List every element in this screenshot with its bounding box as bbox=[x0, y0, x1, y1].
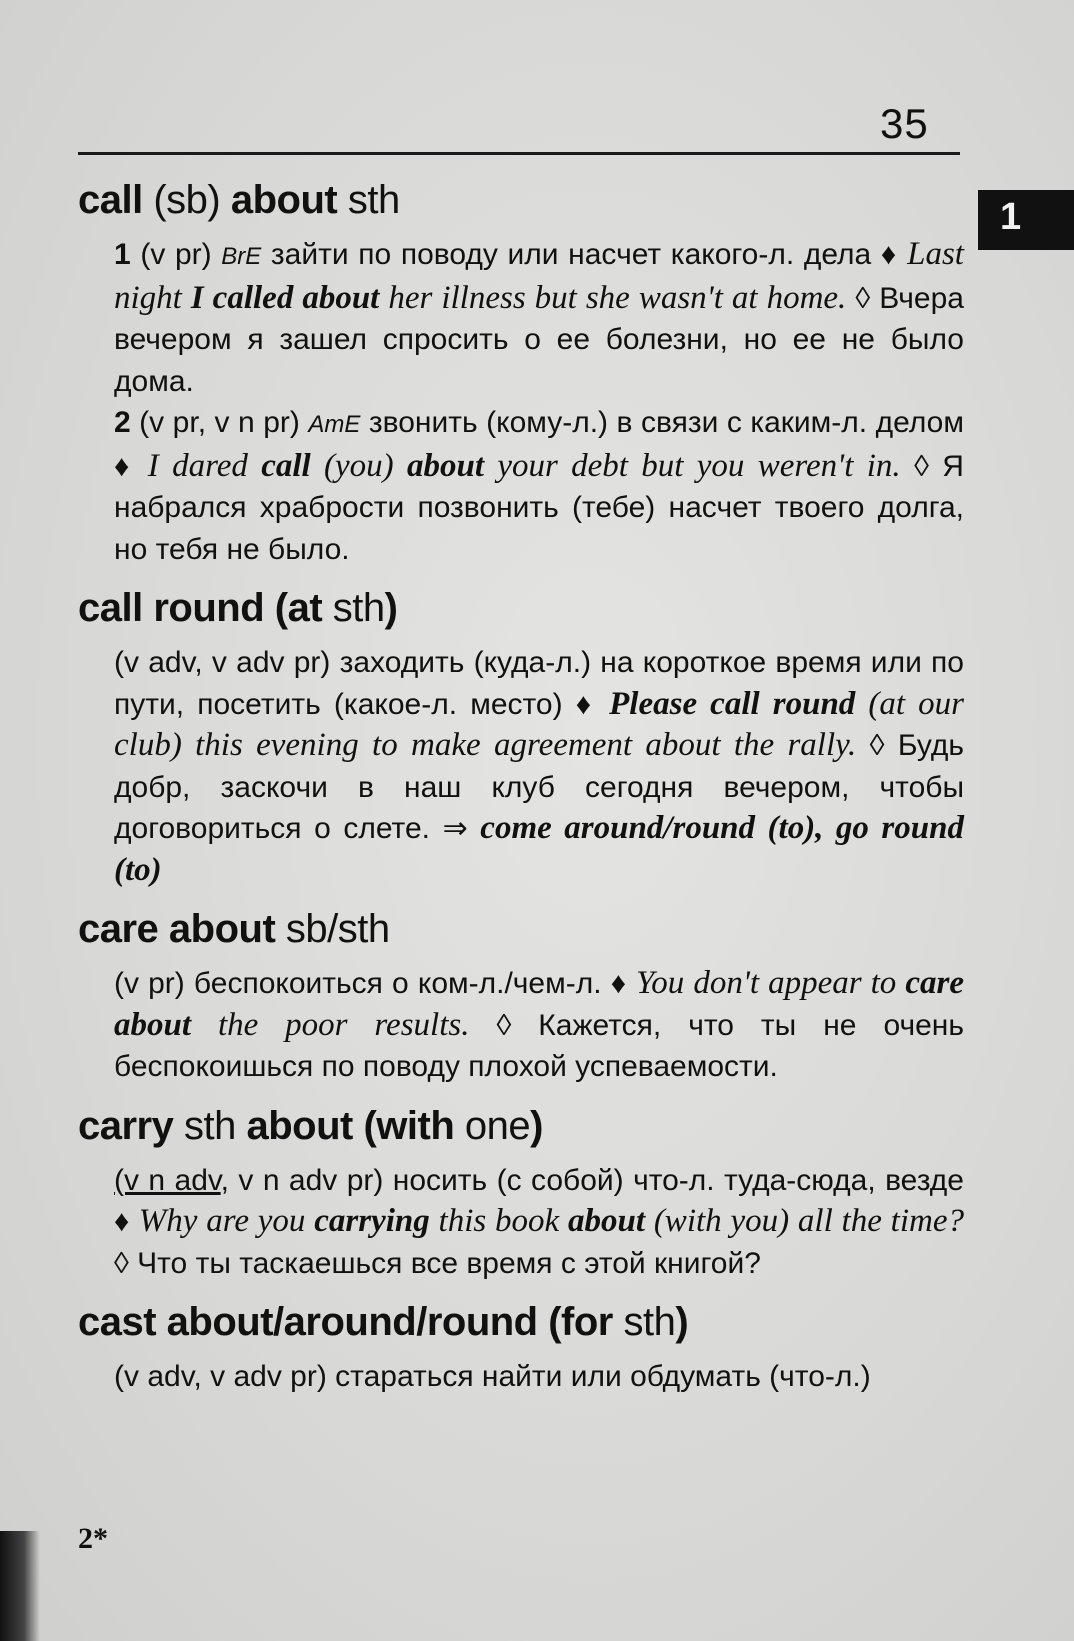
entry-sense bbox=[114, 963, 964, 1088]
headword-segment: sb/sth bbox=[275, 907, 390, 951]
example-text: this book bbox=[429, 1203, 568, 1239]
headword-segment: one bbox=[454, 1103, 531, 1148]
headword-segment: ) bbox=[530, 1103, 543, 1148]
example-text bbox=[261, 448, 310, 484]
chapter-tab-label: 1 bbox=[1000, 196, 1022, 238]
example-keyword: about bbox=[406, 447, 484, 484]
definition-text: (v pr) беспокоиться о ком-л./чем-л. ♦ bbox=[114, 967, 636, 1000]
entry-spacer bbox=[78, 1088, 964, 1102]
headword-segment: sth bbox=[173, 1103, 247, 1148]
definition-text: ◊ Вчера вечером я зашел спросить о ее болезни, но ее не было дома. bbox=[114, 281, 964, 398]
chapter-thumb-tab bbox=[978, 190, 1074, 250]
entry-sense bbox=[114, 1356, 964, 1398]
dictionary-entries bbox=[78, 176, 964, 1398]
example-text bbox=[314, 1203, 430, 1239]
region-label: AmE bbox=[308, 411, 361, 438]
grammar-pattern: (v n adv bbox=[114, 1163, 221, 1197]
headword-segment: sth bbox=[337, 178, 400, 222]
headword-segment: sth bbox=[612, 1300, 676, 1344]
example-text bbox=[407, 448, 484, 484]
example-text: Last night bbox=[114, 236, 964, 316]
example-text: (at our club) this evening to make agreement about the rally. bbox=[114, 685, 964, 763]
dictionary-entry bbox=[78, 1102, 964, 1299]
sense-number: 1 bbox=[114, 238, 131, 271]
definition-text: , v n adv pr) носить (с собой) что-л. туда-сюда, везде ♦ bbox=[114, 1163, 964, 1238]
headword-segment: about bbox=[230, 178, 338, 222]
sense-number: 2 bbox=[114, 406, 131, 439]
example-text: (you) bbox=[310, 447, 407, 484]
cross-reference: come around/round (to), go round (to) bbox=[114, 810, 964, 888]
page-number: 35 bbox=[880, 100, 929, 147]
entry-spacer bbox=[78, 891, 964, 905]
definition-text: (v adv, v adv pr) заходить (куда-л.) на короткое время или по пути, посетить (какое-л. место) ♦ bbox=[114, 646, 964, 721]
example-text bbox=[609, 686, 855, 722]
headword-segment: cast about/around/round (for bbox=[78, 1300, 613, 1344]
dictionary-entry bbox=[78, 1298, 964, 1398]
example-text: the poor results. bbox=[191, 1006, 470, 1043]
entry-sense bbox=[114, 234, 964, 402]
headword-segment: about (with bbox=[246, 1103, 455, 1148]
book-spine-shadow bbox=[0, 1531, 40, 1641]
dictionary-entry bbox=[78, 584, 964, 905]
region-label: BrE bbox=[221, 243, 262, 270]
definition-text: (v adv, v adv pr) стараться найти или обдумать (что-л.) bbox=[114, 1360, 871, 1393]
entry-sense bbox=[114, 642, 964, 891]
example-text: your debt but you weren't in. bbox=[484, 447, 901, 484]
example-keyword: carrying bbox=[314, 1203, 430, 1239]
entry-headword bbox=[78, 176, 964, 224]
example-text: I dared bbox=[147, 447, 262, 484]
example-keyword: care about bbox=[114, 965, 965, 1043]
entry-headword bbox=[78, 584, 964, 632]
headword-segment: carry bbox=[78, 1103, 174, 1148]
example-text: (with you) all the time? bbox=[645, 1203, 964, 1239]
example-keyword: Please call round bbox=[609, 685, 856, 722]
headword-segment: care about bbox=[78, 907, 276, 951]
dictionary-entry bbox=[78, 905, 964, 1102]
entry-headword bbox=[78, 905, 964, 953]
definition-text: ◊ Что ты таскаешься все время с этой книгой? bbox=[114, 1246, 761, 1280]
example-keyword: about bbox=[567, 1203, 646, 1239]
dictionary-entry bbox=[78, 176, 964, 584]
definition-text: ◊ Будь добр, заскочи в наш клуб сегодня вечером, чтобы договориться о слете. ⇒ bbox=[114, 729, 964, 845]
headword-segment: call round (at bbox=[78, 586, 323, 630]
entry-sense bbox=[114, 1160, 964, 1285]
example-text bbox=[568, 1203, 645, 1239]
headword-segment: call bbox=[78, 178, 143, 222]
example-text: Why are you bbox=[138, 1203, 315, 1239]
entry-sense bbox=[114, 402, 964, 570]
definition-text: зайти по поводу или насчет какого-л. дела ♦ bbox=[261, 238, 908, 271]
example-keyword: call bbox=[261, 447, 311, 484]
headword-segment: ) bbox=[675, 1300, 689, 1344]
definition-text: (v pr, v n pr) bbox=[130, 406, 309, 439]
example-keyword: I called about bbox=[190, 279, 380, 316]
definition-text: звонить (кому-л.) в связи с каким-л. делом ♦ bbox=[114, 406, 964, 483]
example-text bbox=[191, 280, 380, 316]
entry-spacer bbox=[78, 1284, 964, 1298]
printer-signature: 2* bbox=[78, 1522, 108, 1555]
example-text: You don't appear to bbox=[635, 965, 906, 1001]
header-rule bbox=[78, 152, 960, 155]
definition-text: (v pr) bbox=[130, 238, 222, 271]
headword-segment: sth bbox=[322, 586, 385, 630]
entry-headword bbox=[78, 1102, 964, 1150]
headword-segment: ) bbox=[384, 586, 398, 630]
entry-spacer bbox=[78, 570, 964, 584]
headword-segment: (sb) bbox=[142, 178, 231, 222]
definition-text: ◊ Кажется, что ты не очень беспокоишься по поводу плохой успеваемости. bbox=[114, 1008, 964, 1083]
example-text: her illness but she wasn't at home. bbox=[379, 279, 847, 316]
entry-headword bbox=[78, 1298, 964, 1346]
definition-text: ◊ Я набрался храбрости позвонить (тебе) насчет твоего долга, но тебя не было. bbox=[114, 449, 964, 566]
